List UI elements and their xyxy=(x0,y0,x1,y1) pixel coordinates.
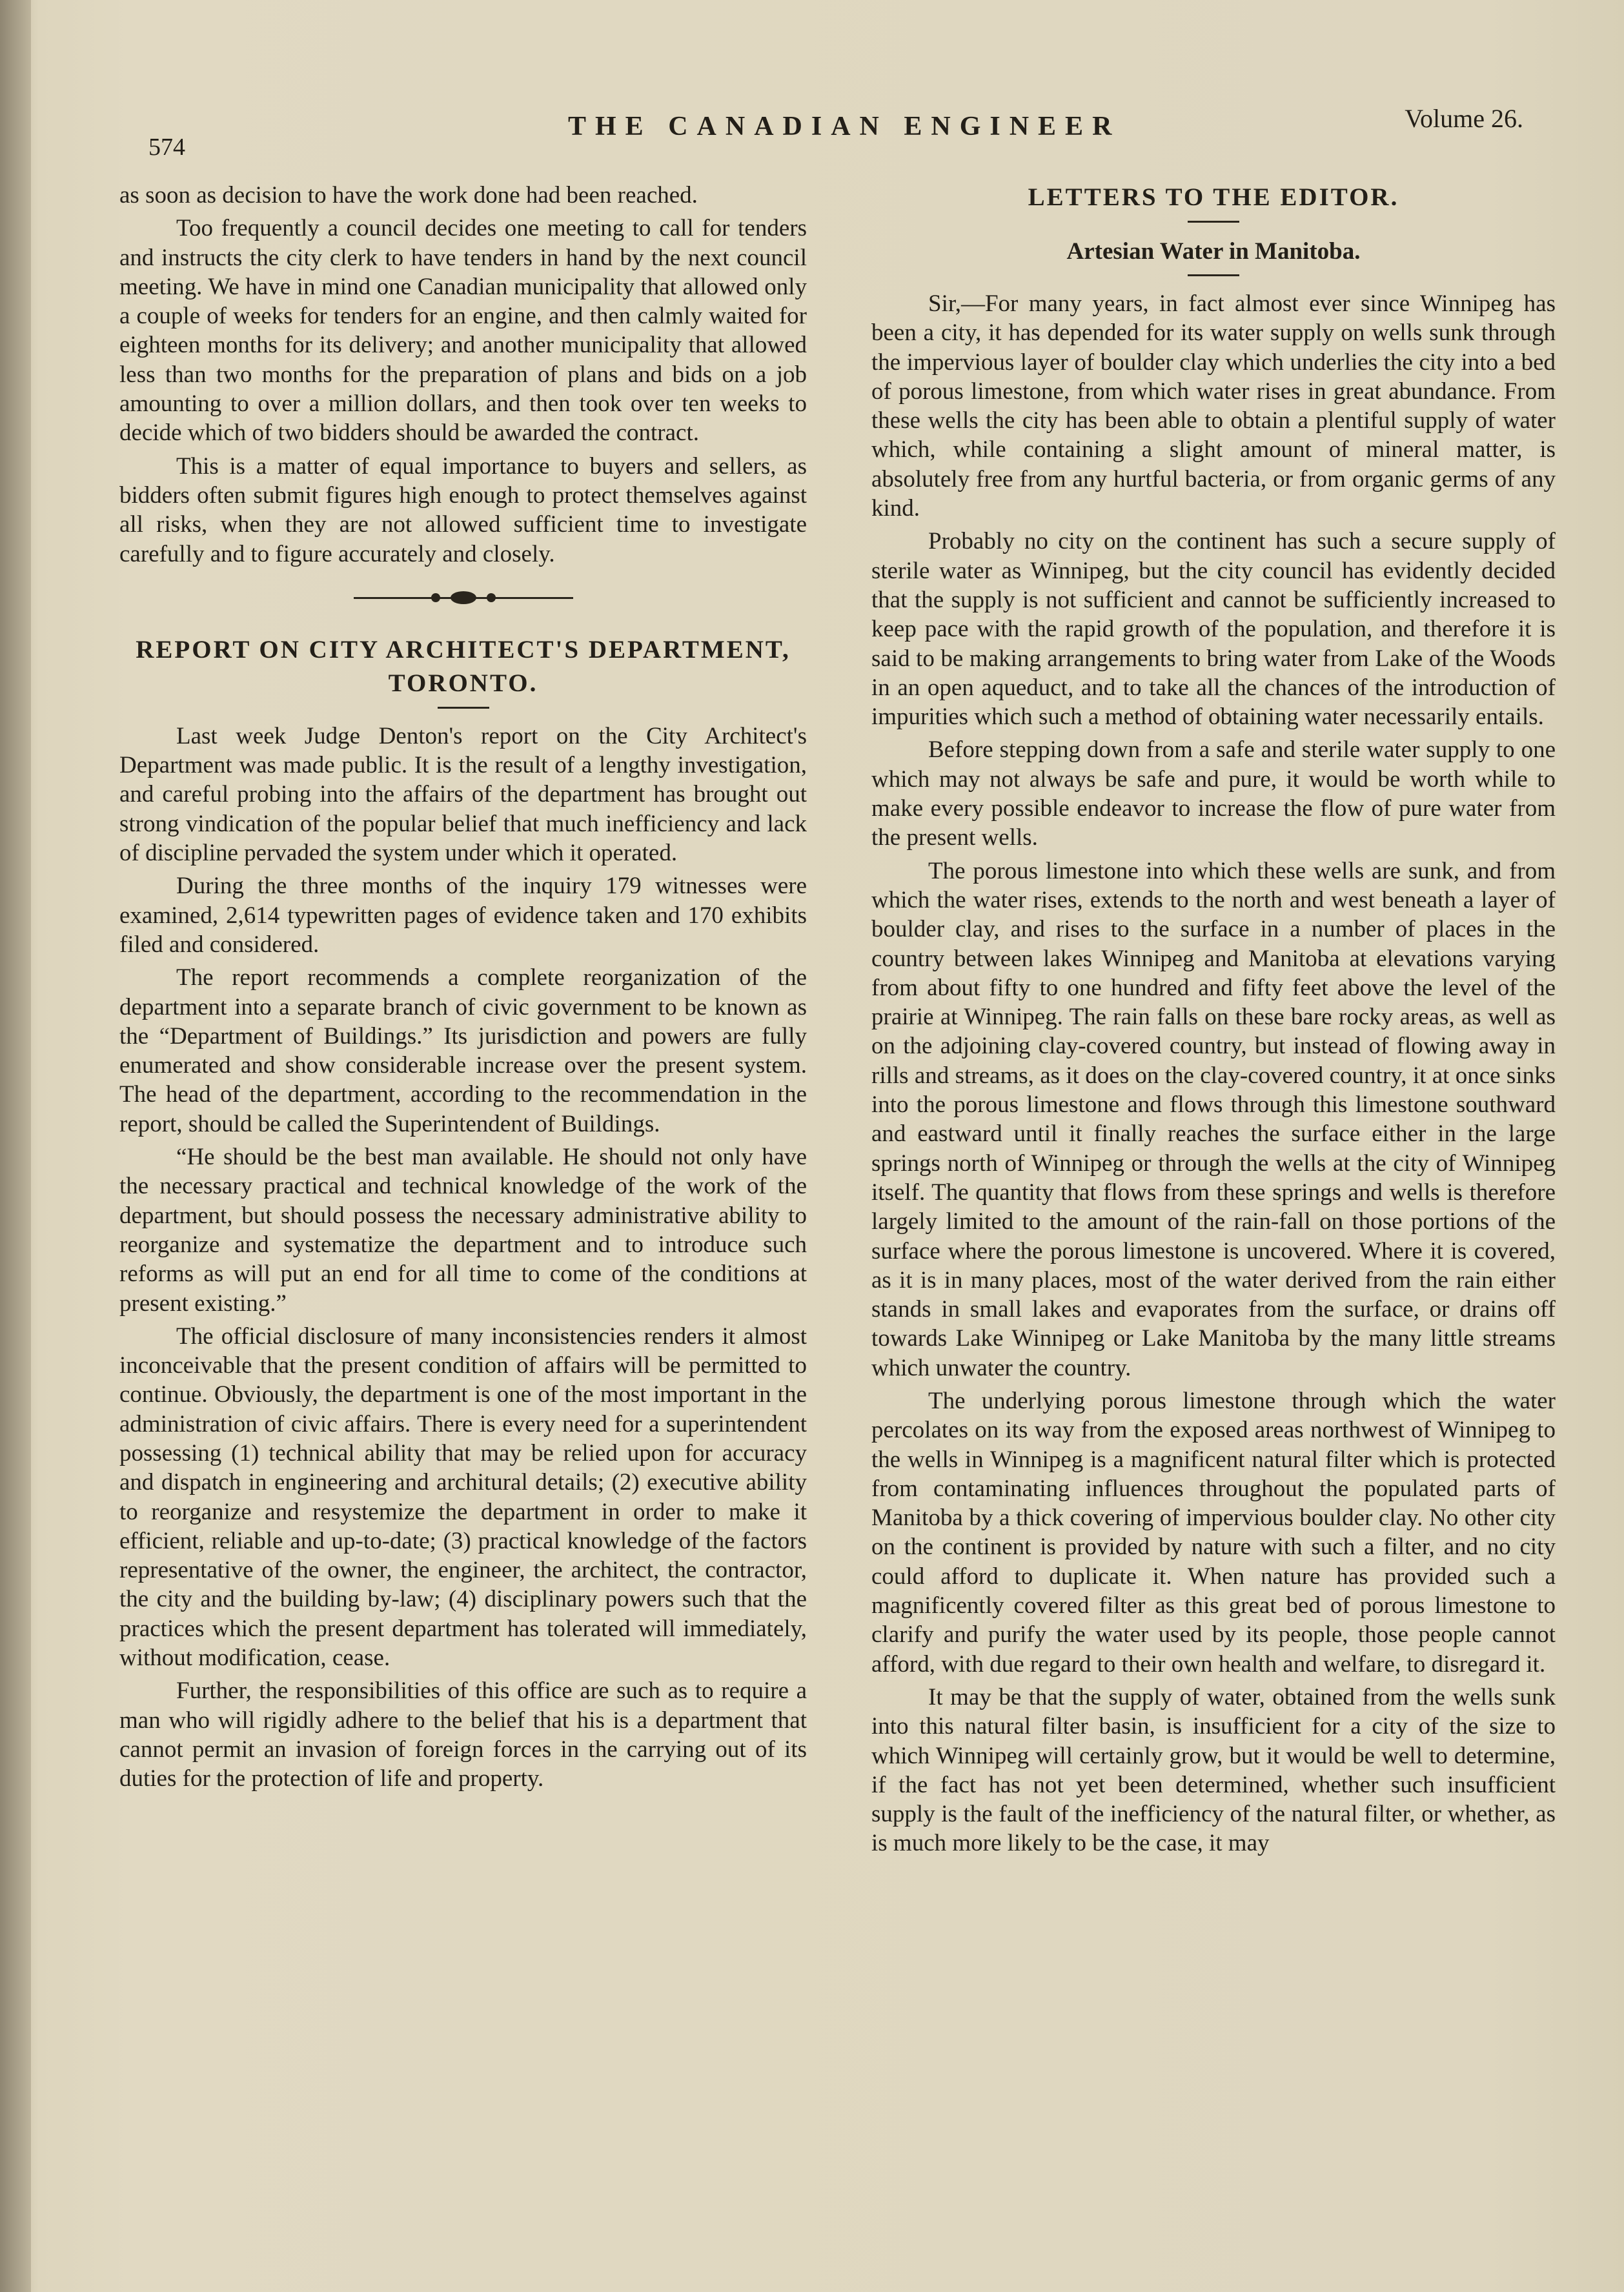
paragraph: as soon as decision to have the work done had been reached. xyxy=(119,182,698,208)
left-column xyxy=(119,181,807,2246)
title-rule xyxy=(1188,274,1239,276)
right-column xyxy=(871,181,1556,2246)
paragraph: During the three months of the inquiry 179 witnesses were examined, 2,614 typewritten pages of evidence taken and 170 exhibits filed and considered. xyxy=(119,873,807,958)
paragraph: The underlying porous limestone through which the water percolates on its way from the exposed areas northwest of Winnipeg to the wells in Winnipeg is a magnificent natural filter which is protected from contaminating influences throughout the populated parts of Manitoba by a thick covering of impervious boulder clay. No other city on the continent is provided by nature with such a filter, and no city could afford to duplicate it. When nature has provided such a magnificently covered filter as this great bed of porous limestone to clarify and purify the water used by its people, those people cannot afford, with due regard to their own health and welfare, to disregard it. xyxy=(871,1387,1556,1678)
paragraph: It may be that the supply of water, obtained from the wells sunk into this natural filter basin, is insufficient for a city of the size to which Winnipeg will certainly grow, but it would be well to determine, if the fact has not yet been determined, whether such insufficient supply is the fault of the inefficiency of the natural filter, or whether, as is much more likely to be the case, it may xyxy=(871,1683,1556,1857)
title-rule xyxy=(438,707,489,709)
paragraph: The porous limestone into which these wells are sunk, and from which the water rises, extends to the north and west beneath a layer of boulder clay, and rises to the surface in a number of places in the country between lakes Winnipeg and Manitoba at elevations varying from about fifty to one hundred and fifty feet above the level of the prairie at Winnipeg. The rain falls on these bare rocky areas, as well as on the adjoining clay-covered country, but instead of flowing away in rills and streams, as it does on the clay-covered country, it at once sinks into the porous limestone and flows through this limestone southward and eastward until it finally reaches the surface either in the large springs north of Winnipeg or through the wells at the city of Winnipeg itself. The quantity that flows from these springs and wells is therefore largely limited to the amount of the rain-fall on those portions of the surface where the porous limestone is uncovered. Where it is covered, as it is in many places, most of the water derived from the rain either stands in small lakes and evaporates from the surface, or drains off towards Lake Winnipeg or Lake Manitoba by the many little streams which unwater the country. xyxy=(871,857,1556,1381)
page-header xyxy=(129,103,1523,161)
letter-title: Artesian Water in Manitoba. xyxy=(1066,238,1361,265)
paragraph: “He should be the best man available. He should not only have the necessary practical and technical knowledge of the work of the department, but should possess the necessary administrative ability to reorganize and systematize the department and to introduce such reforms as will put an end for all time to come of the conditions at present existing.” xyxy=(119,1144,807,1317)
title-rule xyxy=(1188,221,1239,223)
volume-label: Volume 26. xyxy=(1405,104,1523,133)
paragraph: This is a matter of equal importance to buyers and sellers, as bidders often submit figures high enough to protect themselves against all risks, when they are not allowed sufficient time to investigate carefully and to figure accurately and closely. xyxy=(119,452,807,567)
article-title: REPORT ON CITY ARCHITECT'S DEPARTMENT, TORONTO. xyxy=(136,635,791,697)
paragraph: The report recommends a complete reorganization of the department into a separate branch of civic government to be known as the “Department of Buildings.” Its jurisdiction and powers are fully enumerated and show considerable increase over the present system. The head of the department, according to the recommendation in the report, should be called the Superintendent of Buildings. xyxy=(119,964,807,1137)
paragraph: The official disclosure of many inconsistencies renders it almost inconceivable that the present condition of affairs will be permitted to continue. Obviously, the department is one of the most important in the administration of civic affairs. There is every need for a superintendent possessing (1) technical ability that may be relied upon for accuracy and dispatch in engineering and architural details; (2) executive ability to reorganize and resystemize the department in order to make it efficient, reliable and up-to-date; (3) practical knowledge of the factors representative of the owner, the engineer, the architect, the contractor, the city and the building by-law; (4) disciplinary powers such that the practices which the present department has tolerated will immediately, without modification, cease. xyxy=(119,1323,807,1672)
paragraph: Too frequently a council decides one meeting to call for tenders and instructs the city clerk to have tenders in hand by the next council meeting. We have in mind one Canadian municipality that allowed only a couple of weeks for tenders for an engine, and then calmly waited for eighteen months for its delivery; and another municipality that allowed less than two months for the preparation of plans and bids on a job amounting to over a million dollars, and then took over ten weeks to decide which of two bidders should be awarded the contract. xyxy=(119,215,807,447)
paragraph: Probably no city on the continent has such a secure supply of sterile water as Winnipeg, but the city council has evidently decided that the supply is not sufficient and cannot be sufficiently increased to keep pace with the rapid growth of the population, and therefore it is said to be making arrangements to bring water from Lake of the Woods in an open aqueduct, and to take all the chances of the introduction of impurities which such a method of obtaining water necessarily entails. xyxy=(871,528,1556,731)
paragraph: Sir,—For many years, in fact almost ever since Winnipeg has been a city, it has depended for its water supply on wells sunk through the impervious layer of boulder clay which underlies the city into a bed of porous limestone, from which water rises in great abundance. From these wells the city has been able to obtain a plentiful supply of water which, while containing a slight amount of mineral matter, is absolutely free from any hurtful bacteria, or from organic germs of any kind. xyxy=(871,290,1556,522)
paragraph: Last week Judge Denton's report on the City Architect's Department was made public. It is the result of a lengthy investigation, and careful probing into the affairs of the department has brought out strong vindication of the popular belief that much inefficiency and lack of discipline pervaded the system under which it operated. xyxy=(119,722,807,867)
section-divider-ornament xyxy=(347,588,580,607)
page-number: 574 xyxy=(148,134,185,161)
book-spine-shadow xyxy=(0,0,31,2292)
paragraph: Further, the responsibilities of this office are such as to require a man who will rigidly adhere to the belief that his is a department that cannot permit an invasion of foreign forces in the carrying out of its duties for the protection of life and property. xyxy=(119,1678,807,1792)
journal-title: THE CANADIAN ENGINEER xyxy=(568,112,1121,141)
section-title: LETTERS TO THE EDITOR. xyxy=(1028,183,1399,211)
paragraph: Before stepping down from a safe and sterile water supply to one which may not always be safe and pure, it would be worth while to make every possible endeavor to increase the flow of pure water from the present wells. xyxy=(871,736,1556,851)
